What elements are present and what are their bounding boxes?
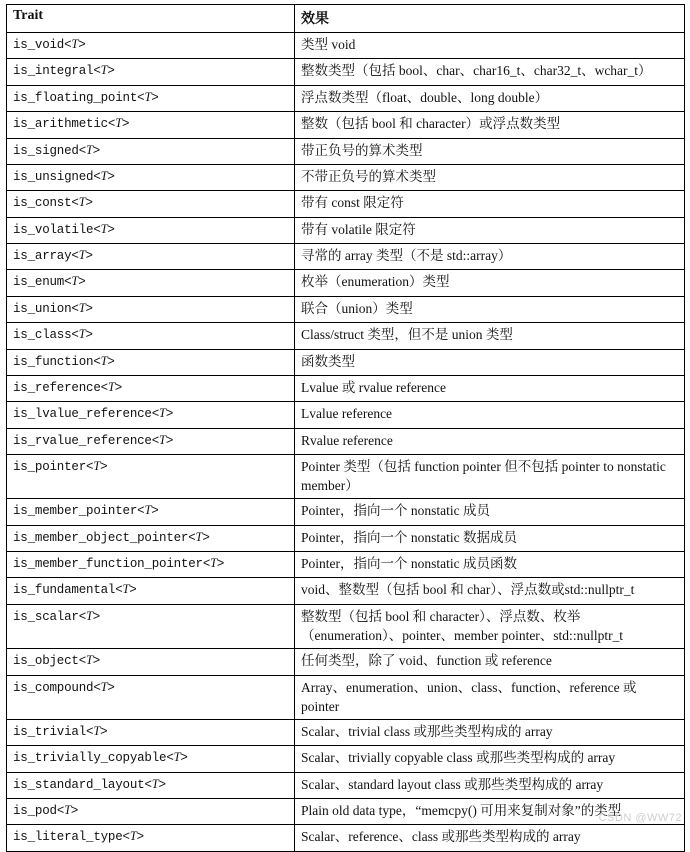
trait-name-cell — [7, 719, 295, 745]
trait-name: is_reference — [13, 380, 101, 395]
trait-name: is_array — [13, 249, 72, 263]
trait-template-param: T — [129, 829, 137, 844]
trait-name: is_standard_layout — [13, 777, 145, 792]
table-row — [7, 59, 685, 85]
trait-name: is_union — [13, 301, 72, 316]
angle-bracket-open: < — [86, 724, 94, 739]
angle-bracket-open: < — [151, 407, 160, 422]
angle-bracket-open: < — [86, 460, 94, 474]
angle-bracket-open: < — [93, 64, 101, 79]
trait-name-cell — [7, 649, 295, 675]
angle-bracket-close: > — [151, 504, 159, 519]
angle-bracket-open: < — [56, 803, 65, 818]
trait-template-param: T — [151, 776, 159, 791]
table-header-row — [7, 5, 685, 33]
angle-bracket-close: > — [92, 654, 101, 669]
trait-effect-cell: 带有 volatile 限定符 — [295, 217, 685, 243]
table-row — [7, 270, 685, 296]
trait-name: is_member_pointer — [13, 504, 138, 519]
trait-effect-cell: Scalar、trivial class 或那些类型构成的 array — [295, 719, 685, 745]
trait-template-param: T — [144, 503, 152, 518]
trait-effect-cell: Pointer，指向一个 nonstatic 数据成员 — [295, 525, 685, 551]
table-row — [7, 138, 685, 164]
table-row — [7, 323, 685, 349]
trait-name: is_compound — [13, 680, 94, 695]
trait-name-cell — [7, 85, 295, 111]
trait-template-param: T — [122, 582, 130, 597]
table-row — [7, 112, 685, 138]
trait-effect-cell: Pointer 类型（包括 function pointer 但不包括 pointer to nonstatic member） — [295, 455, 685, 499]
column-header-effect: 效果 — [295, 5, 685, 33]
trait-template-param: T — [71, 274, 79, 289]
trait-template-param: T — [173, 750, 181, 765]
angle-bracket-close: > — [136, 830, 144, 845]
trait-name-cell — [7, 33, 295, 59]
trait-name-cell — [7, 164, 295, 190]
angle-bracket-open: < — [64, 275, 72, 290]
trait-effect-cell: 整数类型（包括 bool、char、char16_t、char32_t、wchar_t） — [295, 59, 685, 85]
watermark: CSDN @WW72 — [598, 812, 682, 824]
angle-bracket-close: > — [107, 64, 115, 79]
trait-effect-cell: 联合（union）类型 — [295, 296, 685, 322]
trait-name: is_unsigned — [13, 169, 94, 184]
angle-bracket-close: > — [114, 380, 123, 395]
trait-name: is_rvalue_reference — [13, 433, 152, 448]
trait-template-param: T — [86, 608, 93, 623]
table-row — [7, 746, 685, 772]
trait-name-cell — [7, 578, 295, 604]
trait-template-param: T — [86, 142, 93, 157]
trait-name-cell — [7, 402, 295, 428]
angle-bracket-close: > — [85, 249, 93, 263]
trait-name: is_member_function_pointer — [13, 557, 203, 572]
trait-template-param: T — [78, 195, 86, 210]
trait-effect-cell: 带有 const 限定符 — [295, 191, 685, 217]
trait-name-cell — [7, 112, 295, 138]
trait-name-cell — [7, 525, 295, 551]
trait-template-param: T — [93, 723, 101, 738]
trait-effect-cell: Pointer，指向一个 nonstatic 成员 — [295, 499, 685, 525]
angle-bracket-open: < — [93, 169, 101, 184]
trait-name: is_arithmetic — [13, 117, 108, 132]
trait-effect-cell: 浮点数类型（float、double、long double） — [295, 85, 685, 111]
angle-bracket-close: > — [92, 609, 101, 624]
trait-effect-cell: 整数（包括 bool 和 character）或浮点数类型 — [295, 112, 685, 138]
trait-name: is_lvalue_reference — [13, 407, 152, 422]
table-row — [7, 33, 685, 59]
table-row — [7, 428, 685, 454]
table-row — [7, 217, 685, 243]
angle-bracket-open: < — [202, 557, 211, 572]
trait-template-param: T — [93, 459, 101, 473]
trait-name-cell — [7, 217, 295, 243]
table-row — [7, 296, 685, 322]
angle-bracket-open: < — [78, 143, 87, 158]
angle-bracket-open: < — [93, 222, 101, 237]
trait-effect-cell: 类型 void — [295, 33, 685, 59]
trait-template-param: T — [100, 168, 108, 183]
trait-effect-cell: Lvalue 或 rvalue reference — [295, 375, 685, 401]
trait-template-param: T — [78, 300, 86, 315]
table-row — [7, 525, 685, 551]
trait-name: is_integral — [13, 64, 94, 79]
trait-template-param: T — [144, 89, 152, 104]
trait-template-param: T — [107, 379, 115, 394]
trait-name-cell — [7, 746, 295, 772]
trait-name: is_trivially_copyable — [13, 751, 167, 766]
trait-effect-cell: Lvalue reference — [295, 402, 685, 428]
table-row — [7, 402, 685, 428]
trait-name: is_class — [13, 328, 72, 343]
angle-bracket-close: > — [151, 90, 159, 105]
angle-bracket-open: < — [64, 38, 72, 52]
trait-name-cell — [7, 296, 295, 322]
angle-bracket-close: > — [85, 328, 93, 343]
column-header-trait: Trait — [7, 5, 295, 33]
table-row — [7, 604, 685, 648]
trait-effect-cell: Array、enumeration、union、class、function、reference 或 pointer — [295, 675, 685, 719]
trait-template-param: T — [195, 529, 203, 544]
trait-template-param: T — [100, 63, 108, 78]
angle-bracket-close: > — [100, 724, 108, 739]
angle-bracket-close: > — [85, 301, 93, 316]
table-row — [7, 578, 685, 604]
trait-name: is_pod — [13, 803, 57, 818]
trait-name: is_signed — [13, 143, 79, 158]
angle-bracket-open: < — [137, 504, 145, 519]
trait-name-cell — [7, 244, 295, 270]
angle-bracket-open: < — [71, 249, 79, 263]
angle-bracket-open: < — [93, 680, 101, 695]
angle-bracket-close: > — [216, 557, 225, 572]
trait-template-param: T — [159, 406, 166, 421]
trait-template-param: T — [64, 802, 71, 817]
table-header — [7, 5, 685, 33]
table-row — [7, 85, 685, 111]
trait-effect-cell: Rvalue reference — [295, 428, 685, 454]
trait-effect-cell: Scalar、reference、class 或那些类型构成的 array — [295, 825, 685, 851]
angle-bracket-open: < — [71, 328, 79, 343]
trait-name: is_function — [13, 354, 94, 369]
trait-name: is_fundamental — [13, 583, 116, 598]
trait-effect-cell: 函数类型 — [295, 349, 685, 375]
angle-bracket-open: < — [71, 301, 79, 316]
trait-effect-cell: 不带正负号的算术类型 — [295, 164, 685, 190]
trait-name-cell — [7, 798, 295, 824]
trait-name-cell — [7, 499, 295, 525]
trait-name-cell — [7, 323, 295, 349]
angle-bracket-open: < — [122, 830, 130, 845]
type-traits-table — [6, 4, 685, 852]
trait-name-cell — [7, 138, 295, 164]
trait-effect-cell: void、整数型（包括 bool 和 char）、浮点数或std::nullptr_t — [295, 578, 685, 604]
trait-name-cell — [7, 270, 295, 296]
table-row — [7, 349, 685, 375]
trait-name-cell — [7, 604, 295, 648]
trait-template-param: T — [78, 327, 86, 342]
trait-effect-cell: Scalar、standard layout class 或那些类型构成的 array — [295, 772, 685, 798]
angle-bracket-close: > — [165, 433, 174, 448]
trait-name: is_literal_type — [13, 830, 123, 845]
table-row — [7, 499, 685, 525]
table-row — [7, 455, 685, 499]
trait-name-cell — [7, 375, 295, 401]
trait-effect-cell: 整数型（包括 bool 和 character）、浮点数、枚举（enumeration）、pointer、member pointer、std::nullptr_t — [295, 604, 685, 648]
angle-bracket-close: > — [107, 222, 115, 237]
angle-bracket-close: > — [129, 583, 137, 598]
trait-name: is_floating_point — [13, 90, 138, 105]
trait-name: is_enum — [13, 275, 65, 290]
angle-bracket-close: > — [92, 143, 101, 158]
angle-bracket-open: < — [100, 380, 108, 395]
angle-bracket-close: > — [107, 680, 115, 695]
trait-name: is_pointer — [13, 460, 87, 474]
trait-name-cell — [7, 428, 295, 454]
angle-bracket-close: > — [100, 460, 108, 474]
trait-effect-cell: 寻常的 array 类型（不是 std::array） — [295, 244, 685, 270]
trait-template-param: T — [71, 37, 79, 51]
table-row — [7, 675, 685, 719]
trait-effect-cell: Pointer，指向一个 nonstatic 成员函数 — [295, 552, 685, 578]
table-row — [7, 164, 685, 190]
table-row — [7, 244, 685, 270]
angle-bracket-close: > — [158, 777, 166, 792]
table-row — [7, 649, 685, 675]
trait-name-cell — [7, 552, 295, 578]
table-row — [7, 552, 685, 578]
angle-bracket-open: < — [151, 433, 160, 448]
angle-bracket-open: < — [78, 609, 87, 624]
angle-bracket-close: > — [107, 169, 115, 184]
trait-name: is_trivial — [13, 724, 87, 739]
angle-bracket-open: < — [93, 354, 101, 369]
angle-bracket-close: > — [78, 275, 86, 290]
trait-effect-cell: 任何类型，除了 void、function 或 reference — [295, 649, 685, 675]
angle-bracket-open: < — [166, 751, 174, 766]
table-row — [7, 719, 685, 745]
angle-bracket-close: > — [70, 803, 79, 818]
angle-bracket-close: > — [107, 354, 115, 369]
angle-bracket-close: > — [180, 751, 188, 766]
trait-template-param: T — [159, 432, 166, 447]
trait-name-cell — [7, 59, 295, 85]
trait-name-cell — [7, 772, 295, 798]
angle-bracket-close: > — [85, 196, 93, 211]
angle-bracket-open: < — [78, 654, 87, 669]
angle-bracket-open: < — [137, 90, 145, 105]
table-row — [7, 375, 685, 401]
trait-name-cell — [7, 349, 295, 375]
trait-name: is_member_object_pointer — [13, 530, 189, 545]
angle-bracket-open: < — [107, 117, 116, 132]
table-row — [7, 772, 685, 798]
angle-bracket-close: > — [122, 117, 130, 132]
trait-name-cell — [7, 455, 295, 499]
trait-template-param: T — [86, 653, 93, 668]
table-row — [7, 191, 685, 217]
trait-name: is_scalar — [13, 609, 79, 624]
angle-bracket-open: < — [188, 530, 196, 545]
table-row — [7, 798, 685, 824]
trait-template-param: T — [78, 248, 86, 262]
trait-effect-cell: Class/struct 类型，但不是 union 类型 — [295, 323, 685, 349]
trait-name: is_const — [13, 196, 72, 211]
angle-bracket-open: < — [115, 583, 123, 598]
trait-name: is_volatile — [13, 222, 94, 237]
angle-bracket-close: > — [78, 38, 86, 52]
trait-name: is_void — [13, 38, 65, 52]
table-body — [7, 33, 685, 852]
trait-template-param: T — [100, 679, 108, 694]
angle-bracket-close: > — [202, 530, 210, 545]
trait-template-param: T — [115, 116, 122, 131]
trait-name-cell — [7, 825, 295, 851]
trait-effect-cell: Scalar、trivially copyable class 或那些类型构成的 array — [295, 746, 685, 772]
angle-bracket-close: > — [165, 407, 174, 422]
trait-effect-cell: 带正负号的算术类型 — [295, 138, 685, 164]
trait-effect-cell: Plain old data type，“memcpy() 可用来复制对象”的类型 — [295, 798, 685, 824]
angle-bracket-open: < — [144, 777, 152, 792]
trait-template-param: T — [100, 353, 108, 368]
trait-template-param: T — [210, 556, 217, 571]
table-row — [7, 825, 685, 851]
trait-effect-cell: 枚举（enumeration）类型 — [295, 270, 685, 296]
trait-name: is_object — [13, 654, 79, 669]
angle-bracket-open: < — [71, 196, 79, 211]
trait-template-param: T — [100, 221, 108, 236]
trait-name-cell — [7, 191, 295, 217]
trait-name-cell — [7, 675, 295, 719]
